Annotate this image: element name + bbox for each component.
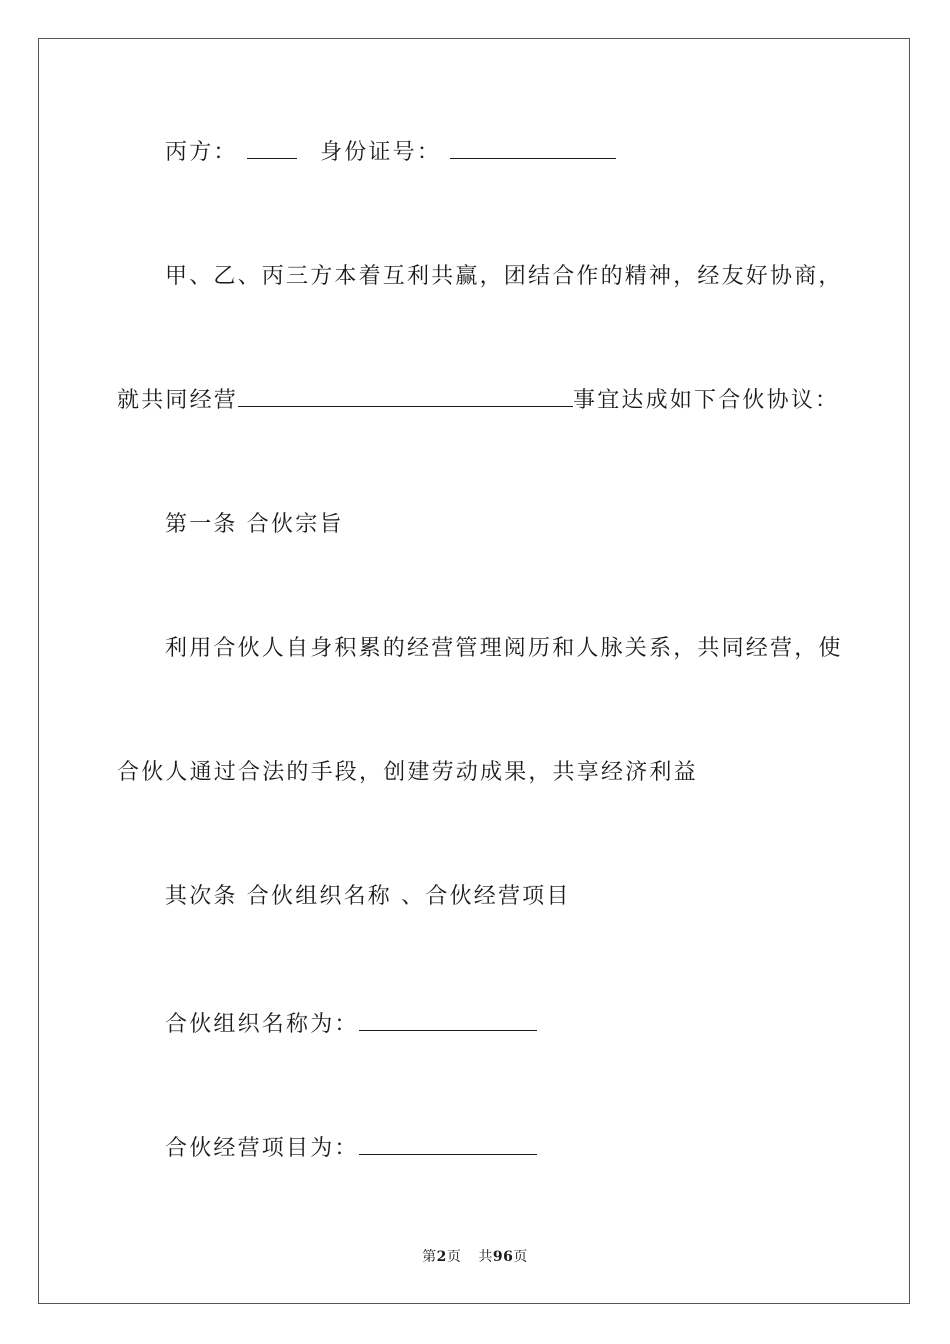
page-border xyxy=(38,38,910,1304)
article-2-heading: 其次条 合伙组织名称 、合伙经营项目 xyxy=(165,884,571,909)
business-project-line xyxy=(165,1134,537,1164)
article-1-heading: 第一条 合伙宗旨 xyxy=(165,512,344,537)
organization-name-label: 合伙组织名称为： xyxy=(165,1012,359,1037)
article-1-text-line-2: 合伙人通过合法的手段，创建劳动成果，共享经济利益 xyxy=(117,760,698,785)
business-project-blank xyxy=(359,1134,537,1155)
page-footer xyxy=(0,1246,950,1266)
total-pages: 96 xyxy=(492,1249,514,1265)
party-c-label: 丙方： xyxy=(165,140,238,165)
organization-name-line xyxy=(165,1010,537,1040)
intro-paragraph-line-2 xyxy=(117,386,839,416)
page-suffix: 页 xyxy=(446,1249,462,1265)
page-prefix: 第 xyxy=(422,1249,437,1265)
intro-paragraph-line-1: 甲、乙、丙三方本着互利共赢，团结合作的精神，经友好协商， xyxy=(165,264,843,289)
id-number-blank xyxy=(450,138,616,159)
agreement-intro-text: 事宜达成如下合伙协议： xyxy=(573,388,840,413)
article-1-text-line-1: 利用合伙人自身积累的经营管理阅历和人脉关系，共同经营，使 xyxy=(165,636,843,661)
id-number-label: 身份证号： xyxy=(320,140,442,165)
party-c-line xyxy=(165,138,616,168)
total-prefix: 共 xyxy=(478,1249,493,1265)
party-c-name-blank xyxy=(247,138,297,159)
business-matter-blank xyxy=(238,386,573,407)
joint-operation-label: 就共同经营 xyxy=(117,388,239,413)
business-project-label: 合伙经营项目为： xyxy=(165,1136,359,1161)
page-number: 2 xyxy=(436,1249,447,1265)
total-suffix: 页 xyxy=(513,1249,528,1265)
organization-name-blank xyxy=(359,1010,537,1031)
